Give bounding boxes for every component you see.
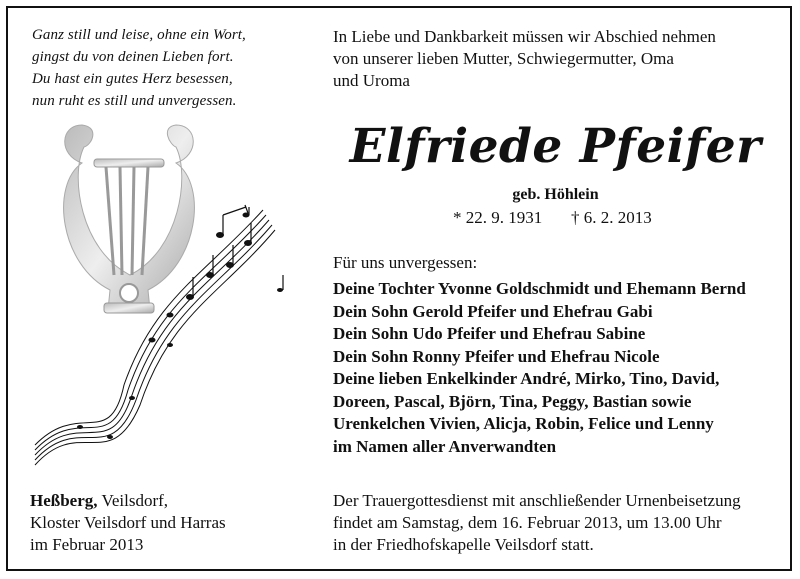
deceased-name: Elfriede Pfeifer bbox=[349, 119, 762, 174]
mourner-line: im Namen aller Anverwandten bbox=[333, 436, 557, 456]
mourner-line: Deine lieben Enkelkinder André, Mirko, Tino, David, bbox=[333, 369, 720, 388]
maiden-name: geb. Höhlein bbox=[512, 186, 599, 203]
place-and-date bbox=[30, 490, 226, 556]
place-line-2: Kloster Veilsdorf und Harras bbox=[30, 513, 226, 532]
intro-line: In Liebe und Dankbarkeit müssen wir Abschied nehmen bbox=[333, 27, 716, 46]
music-staff-ribbon bbox=[35, 210, 275, 465]
mourner-line: Dein Sohn Gerold Pfeifer und Ehefrau Gabi bbox=[333, 301, 653, 321]
lyre-music-illustration bbox=[20, 115, 310, 485]
place-town-bold: Heßberg, bbox=[30, 491, 98, 510]
service-info bbox=[333, 490, 741, 556]
poem bbox=[32, 24, 272, 112]
mourner-line: Deine Tochter Yvonne Goldschmidt und Ehemann Bernd bbox=[333, 279, 746, 298]
birth-date: * 22. 9. 1931 bbox=[453, 208, 543, 227]
mourner-line: Dein Sohn Ronny Pfeifer und Ehefrau Nicole bbox=[333, 346, 660, 366]
service-line: findet am Samstag, dem 16. Februar 2013, um 13.00 Uhr bbox=[333, 513, 722, 532]
death-date: † 6. 2. 2013 bbox=[571, 208, 652, 227]
intro-line: von unserer lieben Mutter, Schwiegermutter, Oma bbox=[333, 49, 674, 68]
place-line-3: im Februar 2013 bbox=[30, 535, 144, 554]
mourner-line: Doreen, Pascal, Björn, Tina, Peggy, Bastian sowie bbox=[333, 391, 692, 411]
place-line-1 bbox=[30, 490, 226, 512]
poem-line: Ganz still und leise, ohne ein Wort, bbox=[32, 27, 246, 43]
service-line: Der Trauergottesdienst mit anschließender Urnenbeisetzung bbox=[333, 491, 741, 510]
lyre-icon bbox=[64, 125, 195, 313]
mourner-line: Dein Sohn Udo Pfeifer und Ehefrau Sabine bbox=[333, 324, 646, 343]
mourners-heading: Für uns unvergessen: bbox=[333, 253, 478, 272]
place-town-rest: Veilsdorf, bbox=[97, 491, 169, 510]
mourners-list bbox=[333, 278, 778, 458]
intro-text bbox=[333, 26, 773, 92]
poem-line: gingst du von deinen Lieben fort. bbox=[32, 49, 234, 65]
poem-line: Du hast ein gutes Herz besessen, bbox=[32, 71, 233, 87]
service-line: in der Friedhofskapelle Veilsdorf statt. bbox=[333, 535, 594, 554]
intro-line: und Uroma bbox=[333, 71, 410, 90]
poem-line: nun ruht es still und unvergessen. bbox=[32, 93, 237, 109]
mourner-line: Urenkelchen Vivien, Alicja, Robin, Felice und Lenny bbox=[333, 414, 714, 433]
